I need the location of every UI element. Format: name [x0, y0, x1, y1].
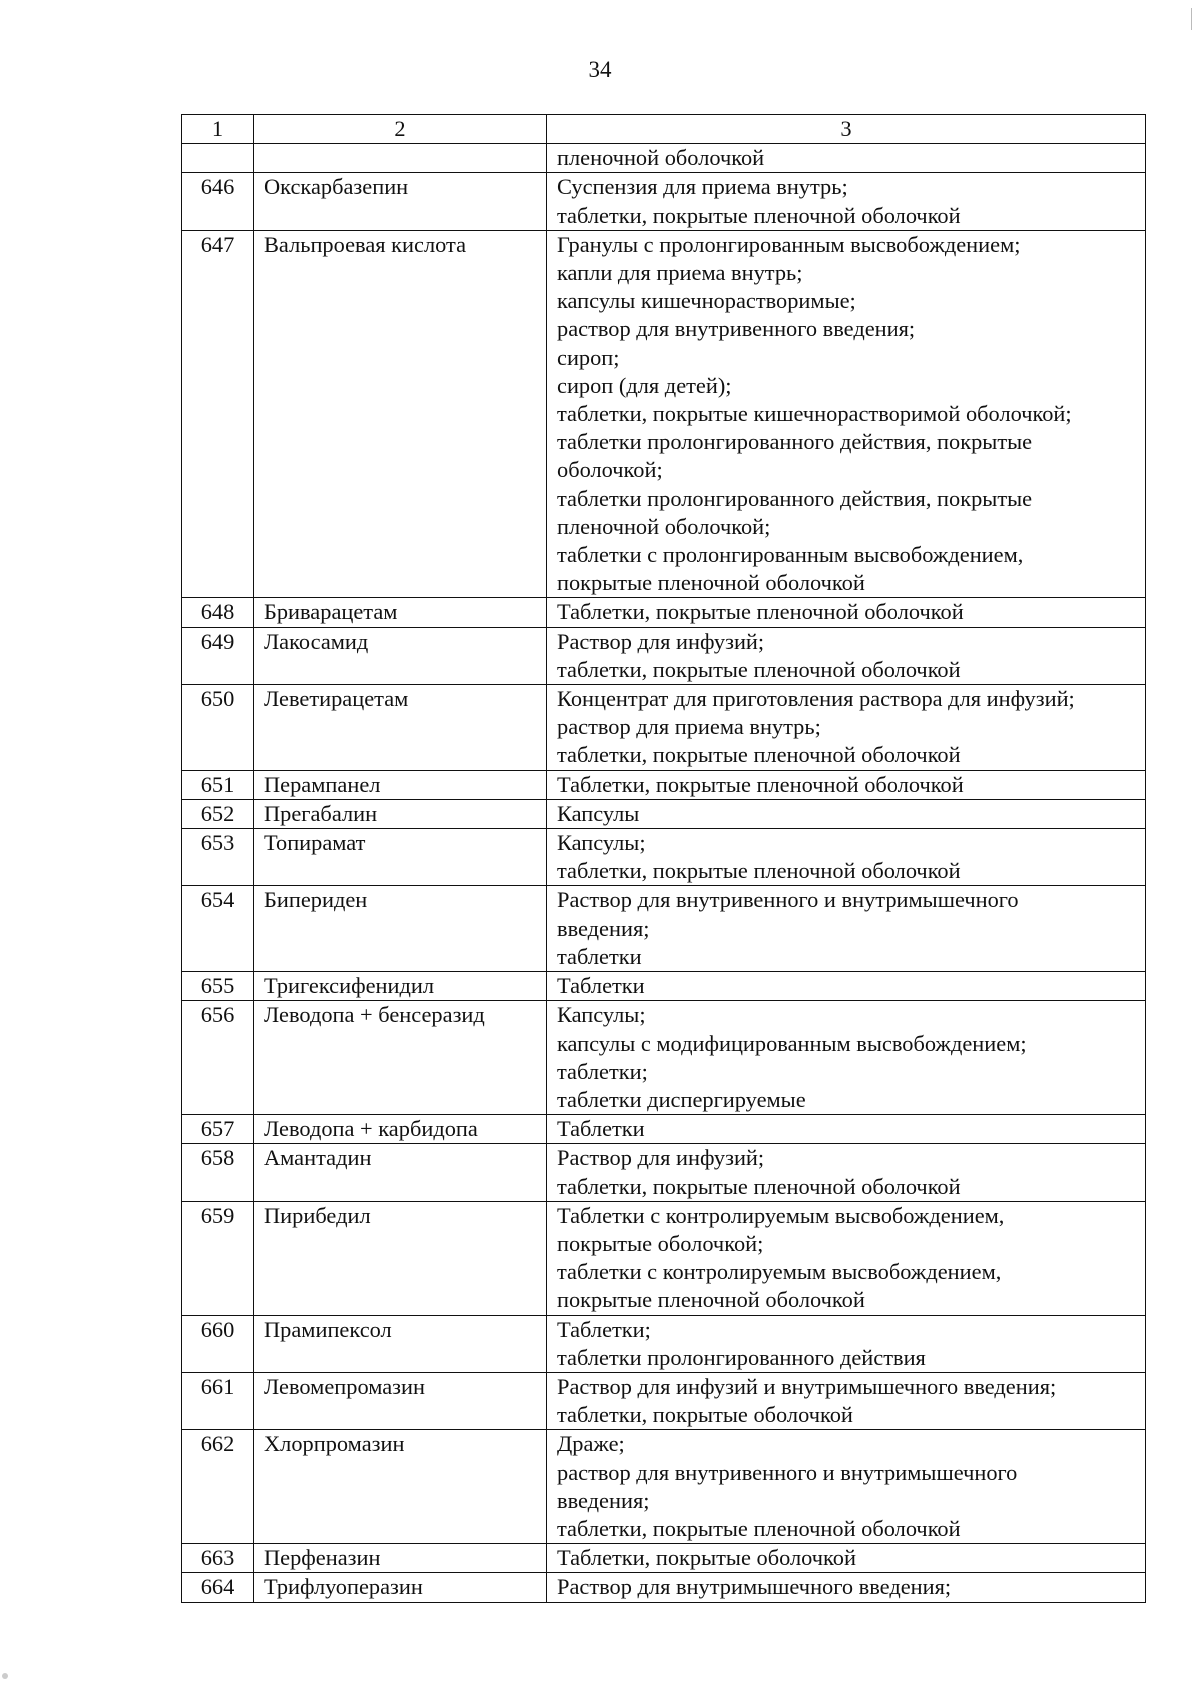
dosage-form-line: таблетки с пролонгированным высвобождением,	[557, 542, 1024, 568]
dosage-forms	[547, 1001, 1146, 1115]
row-number: 650	[182, 685, 254, 771]
table-row	[182, 627, 1146, 684]
dosage-form-line: Капсулы;	[557, 830, 646, 856]
drug-name: Бипериден	[254, 886, 547, 972]
dosage-form-line: введения;	[557, 915, 650, 941]
drug-name: Амантадин	[254, 1144, 547, 1201]
dosage-form-line: Таблетки	[557, 1116, 645, 1142]
column-header-forms: 3	[547, 115, 1146, 144]
dosage-form-line: таблетки	[557, 943, 642, 969]
table-row	[182, 1573, 1146, 1602]
dosage-form-line: капли для приема внутрь;	[557, 260, 803, 286]
dosage-form-line: Суспензия для приема внутрь;	[557, 174, 848, 200]
table-row	[182, 770, 1146, 799]
dosage-form-line: покрытые пленочной оболочкой	[557, 1287, 865, 1313]
dosage-forms	[547, 1315, 1146, 1372]
row-number: 649	[182, 627, 254, 684]
drug-name: Бриварацетам	[254, 598, 547, 627]
row-number: 656	[182, 1001, 254, 1115]
dosage-forms	[547, 799, 1146, 828]
table-row	[182, 972, 1146, 1001]
dosage-form-line: пленочной оболочкой	[557, 145, 765, 171]
drug-name: Перфеназин	[254, 1544, 547, 1573]
table-body	[182, 144, 1146, 1602]
dosage-forms	[547, 1573, 1146, 1602]
row-number: 652	[182, 799, 254, 828]
dosage-forms	[547, 972, 1146, 1001]
table-row	[182, 685, 1146, 771]
dosage-forms	[547, 1201, 1146, 1315]
scan-edge-mark	[1185, 8, 1192, 30]
dosage-form-line: таблетки, покрытые пленочной оболочкой	[557, 202, 961, 228]
table-row	[182, 598, 1146, 627]
dosage-form-line: капсулы кишечнорастворимые;	[557, 288, 856, 314]
row-number: 657	[182, 1115, 254, 1144]
row-number: 661	[182, 1372, 254, 1429]
dosage-form-line: таблетки;	[557, 1058, 648, 1084]
dosage-forms	[547, 173, 1146, 230]
row-number: 664	[182, 1573, 254, 1602]
dosage-form-line: таблетки, покрытые пленочной оболочкой	[557, 656, 961, 682]
drug-name: Хлорпромазин	[254, 1430, 547, 1544]
dosage-forms	[547, 829, 1146, 886]
row-number: 646	[182, 173, 254, 230]
dosage-form-line: таблетки, покрытые пленочной оболочкой	[557, 858, 961, 884]
table-header-row	[182, 115, 1146, 144]
drug-name: Лакосамид	[254, 627, 547, 684]
dosage-form-line: таблетки, покрытые пленочной оболочкой	[557, 742, 961, 768]
row-number	[182, 144, 254, 173]
table-row	[182, 1144, 1146, 1201]
dosage-form-line: Таблетки, покрытые пленочной оболочкой	[557, 599, 964, 625]
dosage-forms	[547, 144, 1146, 173]
dosage-form-line: сироп (для детей);	[557, 372, 732, 398]
dosage-form-line: Капсулы	[557, 800, 640, 826]
drug-name: Леводопа + бенсеразид	[254, 1001, 547, 1115]
dosage-form-line: Таблетки;	[557, 1316, 651, 1342]
dosage-form-line: введения;	[557, 1487, 650, 1513]
dosage-forms	[547, 598, 1146, 627]
table-row	[182, 144, 1146, 173]
dosage-form-line: таблетки, покрытые пленочной оболочкой	[557, 1515, 961, 1541]
dosage-form-line: Раствор для внутримышечного введения;	[557, 1574, 952, 1600]
row-number: 655	[182, 972, 254, 1001]
drug-name: Окскарбазепин	[254, 173, 547, 230]
table-row	[182, 886, 1146, 972]
drug-name: Тригексифенидил	[254, 972, 547, 1001]
dosage-forms	[547, 685, 1146, 771]
column-header-number: 1	[182, 115, 254, 144]
dosage-form-line: пленочной оболочкой;	[557, 513, 771, 539]
dosage-form-line: таблетки пролонгированного действия	[557, 1344, 926, 1370]
dosage-forms	[547, 230, 1146, 598]
dosage-form-line: Таблетки с контролируемым высвобождением,	[557, 1202, 1005, 1228]
drug-name	[254, 144, 547, 173]
dosage-form-line: раствор для приема внутрь;	[557, 714, 821, 740]
dosage-form-line: Капсулы;	[557, 1002, 646, 1028]
column-header-name: 2	[254, 115, 547, 144]
row-number: 647	[182, 230, 254, 598]
dosage-form-line: Раствор для инфузий и внутримышечного введения;	[557, 1373, 1057, 1399]
dosage-form-line: сироп;	[557, 344, 620, 370]
dosage-form-line: таблетки диспергируемые	[557, 1086, 806, 1112]
dosage-form-line: Таблетки, покрытые пленочной оболочкой	[557, 771, 964, 797]
dosage-form-line: раствор для внутривенного и внутримышечного	[557, 1459, 1018, 1485]
drug-table	[181, 114, 1146, 1603]
dosage-forms	[547, 770, 1146, 799]
table-row	[182, 829, 1146, 886]
dosage-form-line: таблетки с контролируемым высвобождением,	[557, 1259, 1002, 1285]
drug-name: Прамипексол	[254, 1315, 547, 1372]
dosage-form-line: таблетки, покрытые оболочкой	[557, 1402, 853, 1428]
table-row	[182, 1372, 1146, 1429]
dosage-form-line: Раствор для инфузий;	[557, 628, 765, 654]
table-row	[182, 1001, 1146, 1115]
dosage-form-line: Таблетки	[557, 973, 645, 999]
row-number: 662	[182, 1430, 254, 1544]
table-row	[182, 1115, 1146, 1144]
drug-name: Вальпроевая кислота	[254, 230, 547, 598]
table-row	[182, 230, 1146, 598]
row-number: 663	[182, 1544, 254, 1573]
dosage-form-line: Концентрат для приготовления раствора для инфузий;	[557, 686, 1075, 712]
table-row	[182, 173, 1146, 230]
dosage-forms	[547, 1544, 1146, 1573]
dosage-form-line: Таблетки, покрытые оболочкой	[557, 1545, 856, 1571]
dosage-form-line: таблетки, покрытые пленочной оболочкой	[557, 1173, 961, 1199]
scan-dot-mark	[2, 1673, 8, 1679]
drug-name: Трифлуоперазин	[254, 1573, 547, 1602]
dosage-forms	[547, 1144, 1146, 1201]
drug-name: Пирибедил	[254, 1201, 547, 1315]
row-number: 660	[182, 1315, 254, 1372]
row-number: 653	[182, 829, 254, 886]
drug-name: Леветирацетам	[254, 685, 547, 771]
row-number: 651	[182, 770, 254, 799]
table-row	[182, 1430, 1146, 1544]
drug-name: Топирамат	[254, 829, 547, 886]
dosage-form-line: таблетки пролонгированного действия, покрытые	[557, 485, 1033, 511]
dosage-form-line: оболочкой;	[557, 457, 663, 483]
row-number: 648	[182, 598, 254, 627]
dosage-form-line: таблетки, покрытые кишечнорастворимой оболочкой;	[557, 401, 1072, 427]
dosage-form-line: покрытые пленочной оболочкой	[557, 570, 865, 596]
dosage-form-line: капсулы с модифицированным высвобождением;	[557, 1030, 1027, 1056]
row-number: 659	[182, 1201, 254, 1315]
table-row	[182, 1201, 1146, 1315]
table-row	[182, 799, 1146, 828]
dosage-forms	[547, 1430, 1146, 1544]
dosage-form-line: Раствор для внутривенного и внутримышечного	[557, 887, 1019, 913]
row-number: 654	[182, 886, 254, 972]
table-row	[182, 1544, 1146, 1573]
drug-name: Леводопа + карбидопа	[254, 1115, 547, 1144]
dosage-form-line: Гранулы с пролонгированным высвобождением;	[557, 231, 1021, 257]
dosage-forms	[547, 627, 1146, 684]
dosage-forms	[547, 1372, 1146, 1429]
row-number: 658	[182, 1144, 254, 1201]
dosage-forms	[547, 1115, 1146, 1144]
drug-name: Перампанел	[254, 770, 547, 799]
drug-name: Прегабалин	[254, 799, 547, 828]
dosage-form-line: раствор для внутривенного введения;	[557, 316, 916, 342]
dosage-form-line: Раствор для инфузий;	[557, 1145, 765, 1171]
drug-name: Левомепромазин	[254, 1372, 547, 1429]
dosage-form-line: Драже;	[557, 1431, 625, 1457]
page-number: 34	[588, 57, 612, 82]
dosage-forms	[547, 886, 1146, 972]
dosage-form-line: таблетки пролонгированного действия, покрытые	[557, 429, 1033, 455]
table-row	[182, 1315, 1146, 1372]
dosage-form-line: покрытые оболочкой;	[557, 1230, 764, 1256]
